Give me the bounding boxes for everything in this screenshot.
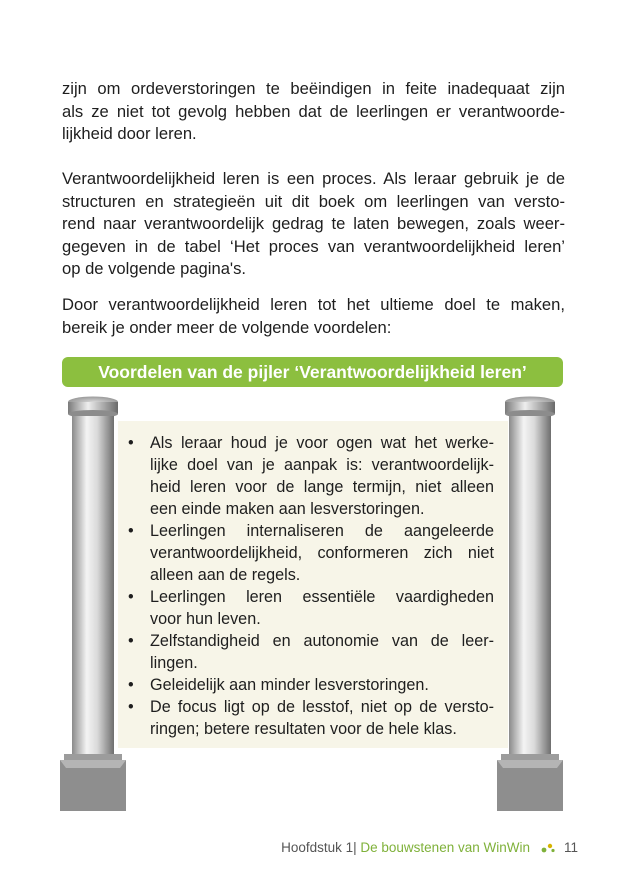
bullet-marker: • bbox=[128, 434, 134, 452]
text-line: structuren en strategieën uit dit boek om leerlingen van versto- bbox=[62, 191, 565, 211]
section-banner: Voordelen van de pijler ‘Verantwoordelijkheid leren’ bbox=[62, 357, 563, 387]
text-line: Zelfstandigheid en autonomie van de leer- bbox=[150, 632, 494, 650]
footer-book-title: De bouwstenen van WinWin bbox=[356, 840, 530, 855]
text-line: Als leraar houd je voor ogen wat het werke- bbox=[150, 434, 494, 452]
text-line: lingen. bbox=[150, 654, 198, 672]
text-line: een einde maken aan lesverstoringen. bbox=[150, 500, 425, 518]
text-line: Door verantwoordelijkheid leren tot het ultieme doel te maken, bbox=[62, 295, 565, 314]
text-line: rend naar verantwoordelijk gedrag te laten bewegen, zoals weer- bbox=[62, 214, 565, 233]
page-footer bbox=[0, 840, 578, 855]
text-line: gegeven in de tabel ‘Het proces van verantwoordelijkheid leren’ bbox=[62, 236, 565, 256]
bullet-marker: • bbox=[128, 632, 134, 650]
paragraph-process bbox=[62, 168, 565, 281]
paragraph-intro bbox=[62, 78, 565, 146]
decorative-dots-icon bbox=[540, 841, 556, 853]
list-item bbox=[124, 586, 494, 630]
list-item bbox=[124, 432, 494, 520]
text-line: als ze niet tot gevolg hebben dat de leerlingen er verantwoorde- bbox=[62, 101, 565, 121]
text-line: Leerlingen internaliseren de aangeleerde bbox=[150, 522, 494, 540]
bullet-marker: • bbox=[128, 588, 134, 606]
footer-separator: | bbox=[353, 840, 357, 855]
text-line: heid leren voor de lange termijn, niet alleen bbox=[150, 478, 494, 496]
list-item bbox=[124, 674, 494, 696]
list-item bbox=[124, 630, 494, 674]
text-line: verantwoordelijkheid, conformeren zich niet bbox=[150, 544, 494, 562]
text-line: De focus ligt op de lesstof, niet op de versto- bbox=[150, 698, 494, 716]
paragraph-benefits-intro bbox=[62, 294, 565, 339]
bullet-marker: • bbox=[128, 676, 134, 694]
text-line: lijkheid door leren. bbox=[62, 124, 197, 143]
bullet-marker: • bbox=[128, 522, 134, 540]
list-item bbox=[124, 520, 494, 586]
text-line: zijn om ordeverstoringen te beëindigen in feite inadequaat zijn bbox=[62, 79, 565, 98]
text-line: lijke doel van je aanpak is: verantwoordelijk- bbox=[150, 456, 494, 474]
text-line: Geleidelijk aan minder lesverstoringen. bbox=[150, 676, 429, 694]
text-line: bereik je onder meer de volgende voordelen: bbox=[62, 317, 392, 337]
benefits-list bbox=[124, 432, 494, 740]
pillar-left-illustration bbox=[60, 396, 126, 811]
text-line: Verantwoordelijkheid leren is een proces. Als leraar gebruik je de bbox=[62, 169, 565, 188]
page-number: 11 bbox=[563, 840, 578, 855]
text-line: ringen; betere resultaten voor de hele klas. bbox=[150, 720, 457, 738]
text-line: alleen aan de regels. bbox=[150, 566, 301, 584]
text-line: Leerlingen leren essentiële vaardigheden bbox=[150, 588, 494, 606]
text-line: op de volgende pagina's. bbox=[62, 259, 247, 278]
footer-chapter: Hoofdstuk 1 bbox=[281, 840, 354, 855]
list-item bbox=[124, 696, 494, 740]
bullet-marker: • bbox=[128, 698, 134, 716]
text-line: voor hun leven. bbox=[150, 610, 261, 628]
